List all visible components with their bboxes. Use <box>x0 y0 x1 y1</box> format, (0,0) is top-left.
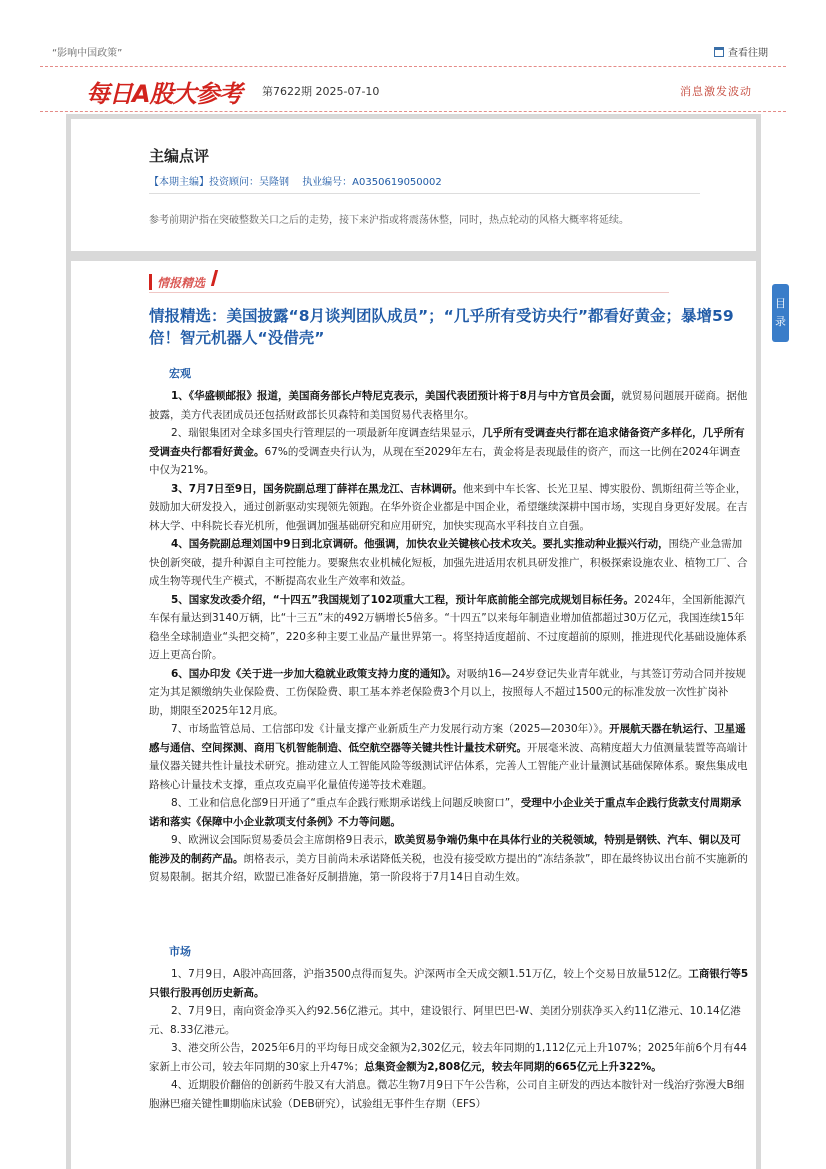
toc-label-1: 目 <box>775 297 786 310</box>
issue-info: 第7622期 2025-07-10 <box>262 85 380 98</box>
macro-item-pre: 9、欧洲议会国际贸易委员会主席朗格9日表示， <box>171 834 395 846</box>
macro-item-bold: 开展航天器在轨运行、卫星遥感与通信、空间探测、商用飞机智能制造、低空航空器等关键共性计量技术研究。 <box>149 723 746 754</box>
market-item <box>149 1039 749 1076</box>
macro-item <box>149 387 749 424</box>
market-item <box>149 1002 749 1039</box>
market-heading: 市场 <box>169 945 191 958</box>
macro-item <box>149 665 749 721</box>
macro-item-bold: 1、《华盛顿邮报》报道，美国商务部长卢特尼克表示，美国代表团预计将于8月与中方官员会面， <box>171 390 622 402</box>
masthead <box>40 66 786 112</box>
macro-item-bold: 3、7月7日至9日，国务院副总理丁薛祥在黑龙江、吉林调研。 <box>171 482 463 495</box>
macro-item-bold: 6、国办印发《关于进一步加大稳就业政策支持力度的通知》。 <box>171 667 457 680</box>
market-item-pre: 3、港交所公告，2025年6月的平均每日成交金额为2,302亿元，较去年同期的1,112亿元上升107%；2025年前6个月有44家新上市公司，较去年同期的30家上升47%； <box>149 1042 747 1073</box>
market-item <box>149 1076 749 1113</box>
macro-item-rest: 2024年，全国新能源汽车保有量达到3140万辆，比“十三五”末的492万辆增长5倍多。“十四五”以来每年制造业增加值都超过30万亿元，我国连续15年稳坐全球制造业“头把交椅”，220多种主要工业品产量世界第一。将坚持适度超前、不过度超前的原则，推进现代化基础设施体系迈上更高台阶。 <box>149 593 747 661</box>
editorial-meta <box>149 173 452 188</box>
macro-item-bold: 受理中小企业关于重点车企践行货款支付周期承诺和落实《保障中小企业款项支付条例》不力等问题。 <box>149 797 742 828</box>
tag-tick <box>211 270 218 286</box>
macro-item-rest: 就贸易问题展开磋商。据他披露，美方代表团成员还包括财政部长贝森特和美国贸易代表格里尔。 <box>149 390 748 421</box>
macro-item-rest: 围绕产业急需加快创新突破，提升种源自主可控能力。要聚焦农业机械化短板，加强先进适用农机具研发推广，积极探索设施农业、植物工厂、合成生物等现代生产模式，不断提高农业生产效率和效益。 <box>149 538 748 587</box>
editorial-text: 参考前期沪指在突破整数关口之后的走势，接下来沪指或将震荡休整，同时，热点轮动的风格大概率将延续。 <box>149 215 629 226</box>
market-item-bold: 总集资金额为2,808亿元，较去年同期的665亿元上升322%。 <box>364 1060 662 1073</box>
macro-item <box>149 591 749 665</box>
macro-item <box>149 794 749 831</box>
macro-item-bold: 5、国家发改委介绍，“十四五”我国规划了102项重大工程，预计年底前能全部完成规划目标任务。 <box>171 593 635 606</box>
toc-label-2: 录 <box>775 315 786 328</box>
macro-item-rest: 他来到中车长客、长光卫星、博实股份、凯斯纽荷兰等企业，鼓励加大研发投入，通过创新驱动实现领先领跑。在华外资企业都是中国企业，希望继续深耕中国市场，实现自身更好发展。在吉林大学、中科院长春光机所，他强调加强基础研究和应用研究，加快实现高水平科技自立自强。 <box>149 482 748 532</box>
macro-item-pre: 8、工业和信息化部9日开通了“重点车企践行账期承诺线上问题反映窗口”， <box>171 797 521 809</box>
toc-button[interactable] <box>772 284 789 342</box>
editorial-card <box>66 114 761 256</box>
editor-info: 【本期主编】投资顾问：吴隆钢 <box>149 177 289 188</box>
macro-item-rest: 67%的受调查央行认为，从现在至2029年左右，黄金将是表现最佳的资产，而这一比例在2024年调查中仅为21%。 <box>149 445 741 476</box>
brand-logo: 每日A股大参考 <box>86 80 242 108</box>
macro-item-rest: 开展毫米波、高精度超大力值测量装置等高端计量仪器关键共性计量技术研究。推动建立人工智能风险等级测试评估体系，完善人工智能产业计量测试基础保障体系。聚焦集成电路核心计量技术支撑，重点攻克扁平化量值传递等技术难题。 <box>149 741 748 791</box>
macro-body <box>149 387 749 887</box>
tagline: 消息激发波动 <box>680 85 752 98</box>
macro-item-pre: 7、市场监管总局、工信部印发《计量支撑产业新质生产力发展行动方案（2025—2030年）》。 <box>171 723 610 735</box>
macro-item-rest: 对吸纳16—24岁登记失业青年就业，与其签订劳动合同并按规定为其足额缴纳失业保险费、工伤保险费、职工基本养老保险费3个月以上，按照每人不超过1500元的标准发放一次性扩岗补助，期限至2025年12月底。 <box>149 667 746 717</box>
archive-label: 查看往期 <box>728 48 768 59</box>
archive-link[interactable] <box>714 44 768 59</box>
editorial-title: 主编点评 <box>149 147 210 165</box>
section-tag-label: 情报精选 <box>157 276 206 290</box>
section-tag <box>149 270 669 293</box>
macro-item-bold: 几乎所有受调查央行都在追求储备资产多样化，几乎所有受调查央行都看好黄金。 <box>149 427 745 458</box>
market-item-bold: 工商银行等5只银行股再创历史新高。 <box>149 968 749 999</box>
intel-card <box>66 256 761 1169</box>
market-item-pre: 2、7月9日，南向资金净买入约92.56亿港元。其中，建设银行、阿里巴巴-W、美团分别获净买入约11亿港元、10.14亿港元、8.33亿港元。 <box>149 1005 741 1036</box>
macro-item <box>149 480 749 536</box>
tag-bar <box>149 274 152 290</box>
macro-item-rest: 朗格表示，美方目前尚未承诺降低关税，也没有接受欧方提出的“冻结条款”，即在最终协议出台前不实施新的贸易限制。据其介绍，欧盟已准备好反制措施，第一阶段将于7月14日自动生效。 <box>149 852 748 883</box>
top-note: “影响中国政策” <box>52 48 123 59</box>
license-info: 执业编号：A0350619050002 <box>302 177 442 188</box>
market-item <box>149 965 749 1002</box>
macro-item-bold: 欧美贸易争端仍集中在具体行业的关税领域，特别是钢铁、汽车、铜以及可能涉及的制药产品。 <box>149 834 741 865</box>
divider <box>149 193 700 194</box>
macro-item-pre: 2、瑞银集团对全球多国央行管理层的一项最新年度调查结果显示， <box>171 427 483 439</box>
market-item-pre: 1、7月9日，A股冲高回落，沪指3500点得而复失。沪深两市全天成交额1.51万亿，较上个交易日放量512亿。 <box>171 968 689 980</box>
macro-heading: 宏观 <box>169 367 191 380</box>
macro-item <box>149 831 749 887</box>
calendar-icon <box>714 47 724 57</box>
macro-item <box>149 424 749 480</box>
macro-item-bold: 4、国务院副总理刘国中9日到北京调研。他强调，加快农业关键核心技术攻关。要扎实推动种业振兴行动， <box>171 538 669 550</box>
market-item-pre: 4、近期股价翻倍的创新药牛股又有大消息。微芯生物7月9日下午公告称，公司自主研发的西达本胺针对一线治疗弥漫大B细胞淋巴瘤关键性Ⅲ期临床试验（DEB研究），试验组无事件生存期（EFS） <box>149 1079 745 1110</box>
market-body <box>149 965 749 1113</box>
headline: 情报精选：美国披露“8月谈判团队成员”；“几乎所有受访央行”都看好黄金；暴增59倍！智元机器人“没借壳” <box>149 307 734 347</box>
macro-item <box>149 535 749 591</box>
macro-item <box>149 720 749 794</box>
